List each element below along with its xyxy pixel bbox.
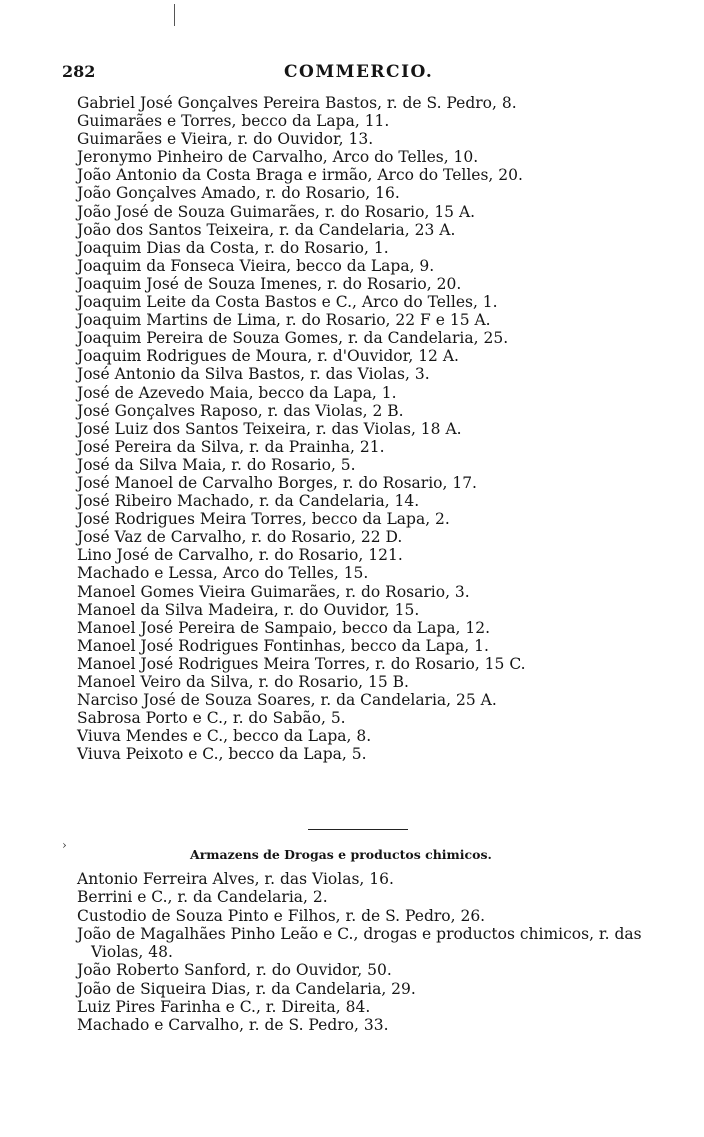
directory-entry: José Ribeiro Machado, r. da Candelaria, 14. xyxy=(77,492,420,511)
section-entries xyxy=(77,870,677,1035)
directory-entry: Gabriel José Gonçalves Pereira Bastos, r. de S. Pedro, 8. xyxy=(77,94,517,112)
directory-entry: João Roberto Sanford, r. do Ouvidor, 50. xyxy=(77,961,392,980)
directory-entry: Narciso José de Souza Soares, r. da Candelaria, 25 A. xyxy=(77,691,497,710)
directory-entry: José Rodrigues Meira Torres, becco da Lapa, 2. xyxy=(77,510,450,529)
directory-entry: João de Siqueira Dias, r. da Candelaria, 29. xyxy=(77,979,416,998)
directory-entry: João José de Souza Guimarães, r. do Rosario, 15 A. xyxy=(77,202,476,221)
directory-entry: Joaquim Dias da Costa, r. do Rosario, 1. xyxy=(77,238,389,257)
directory-entry: Joaquim Martins de Lima, r. do Rosario, 22 F e 15 A. xyxy=(77,311,491,330)
section-heading: Armazens de Drogas e productos chimicos. xyxy=(190,847,492,862)
directory-entry: José Gonçalves Raposo, r. das Violas, 2 B. xyxy=(77,401,404,420)
page-number: 282 xyxy=(62,62,96,81)
directory-entry: Sabrosa Porto e C., r. do Sabão, 5. xyxy=(77,709,346,728)
directory-entry: Manoel Gomes Vieira Guimarães, r. do Rosario, 3. xyxy=(77,582,470,601)
directory-entry: Berrini e C., r. da Candelaria, 2. xyxy=(77,888,328,907)
directory-entry: Viuva Peixoto e C., becco da Lapa, 5. xyxy=(77,745,367,764)
directory-entry: Joaquim Leite da Costa Bastos e C., Arco do Telles, 1. xyxy=(77,293,498,312)
directory-entry: Jeronymo Pinheiro de Carvalho, Arco do Telles, 10. xyxy=(77,148,479,167)
directory-entry: Custodio de Souza Pinto e Filhos, r. de S. Pedro, 26. xyxy=(77,906,486,925)
margin-mark: › xyxy=(62,838,67,852)
directory-entry: Guimarães e Torres, becco da Lapa, 11. xyxy=(77,112,390,131)
directory-entry: João Gonçalves Amado, r. do Rosario, 16. xyxy=(77,184,400,203)
directory-entry: Manoel da Silva Madeira, r. do Ouvidor, 15. xyxy=(77,600,420,619)
directory-entry: Joaquim José de Souza Imenes, r. do Rosario, 20. xyxy=(77,274,462,293)
directory-entry: José Luiz dos Santos Teixeira, r. das Violas, 18 A. xyxy=(77,419,462,438)
page-header xyxy=(62,62,642,86)
running-title: COMMERCIO. xyxy=(284,62,434,82)
directory-entry: Antonio Ferreira Alves, r. das Violas, 16. xyxy=(77,870,394,888)
directory-entry: Joaquim Rodrigues de Moura, r. d'Ouvidor, 12 A. xyxy=(77,347,459,366)
directory-entry: José da Silva Maia, r. do Rosario, 5. xyxy=(77,455,356,474)
directory-entry: Machado e Lessa, Arco do Telles, 15. xyxy=(77,564,369,583)
directory-entry: Manoel José Pereira de Sampaio, becco da Lapa, 12. xyxy=(77,618,490,637)
directory-entry: Viuva Mendes e C., becco da Lapa, 8. xyxy=(77,727,372,746)
directory-entry: José Pereira da Silva, r. da Prainha, 21. xyxy=(77,437,385,456)
scan-mark xyxy=(174,4,175,26)
directory-entry: Manoel José Rodrigues Fontinhas, becco da Lapa, 1. xyxy=(77,636,489,655)
directory-entry: João de Magalhães Pinho Leão e C., drogas e productos chimicos, r. das Violas, 48. xyxy=(77,924,642,962)
directory-entry: João dos Santos Teixeira, r. da Candelaria, 23 A. xyxy=(77,220,456,239)
directory-entry: José Antonio da Silva Bastos, r. das Violas, 3. xyxy=(77,365,430,384)
directory-entry: José Manoel de Carvalho Borges, r. do Rosario, 17. xyxy=(77,473,477,492)
directory-entry: Luiz Pires Farinha e C., r. Direita, 84. xyxy=(77,998,371,1017)
directory-entry: Lino José de Carvalho, r. do Rosario, 121. xyxy=(77,546,403,565)
section-divider xyxy=(308,829,408,830)
directory-entry: Guimarães e Vieira, r. do Ouvidor, 13. xyxy=(77,130,374,149)
directory-entry: João Antonio da Costa Braga e irmão, Arco do Telles, 20. xyxy=(77,166,523,185)
directory-entry: Joaquim Pereira de Souza Gomes, r. da Candelaria, 25. xyxy=(77,329,509,348)
directory-entry: José Vaz de Carvalho, r. do Rosario, 22 D. xyxy=(77,528,403,547)
directory-entries xyxy=(77,94,677,763)
directory-entry: Machado e Carvalho, r. de S. Pedro, 33. xyxy=(77,1016,389,1035)
directory-entry: José de Azevedo Maia, becco da Lapa, 1. xyxy=(77,383,397,402)
directory-entry: Manoel José Rodrigues Meira Torres, r. do Rosario, 15 C. xyxy=(77,654,526,673)
directory-entry: Manoel Veiro da Silva, r. do Rosario, 15 B. xyxy=(77,673,409,691)
directory-entry: Joaquim da Fonseca Vieira, becco da Lapa, 9. xyxy=(77,256,435,275)
